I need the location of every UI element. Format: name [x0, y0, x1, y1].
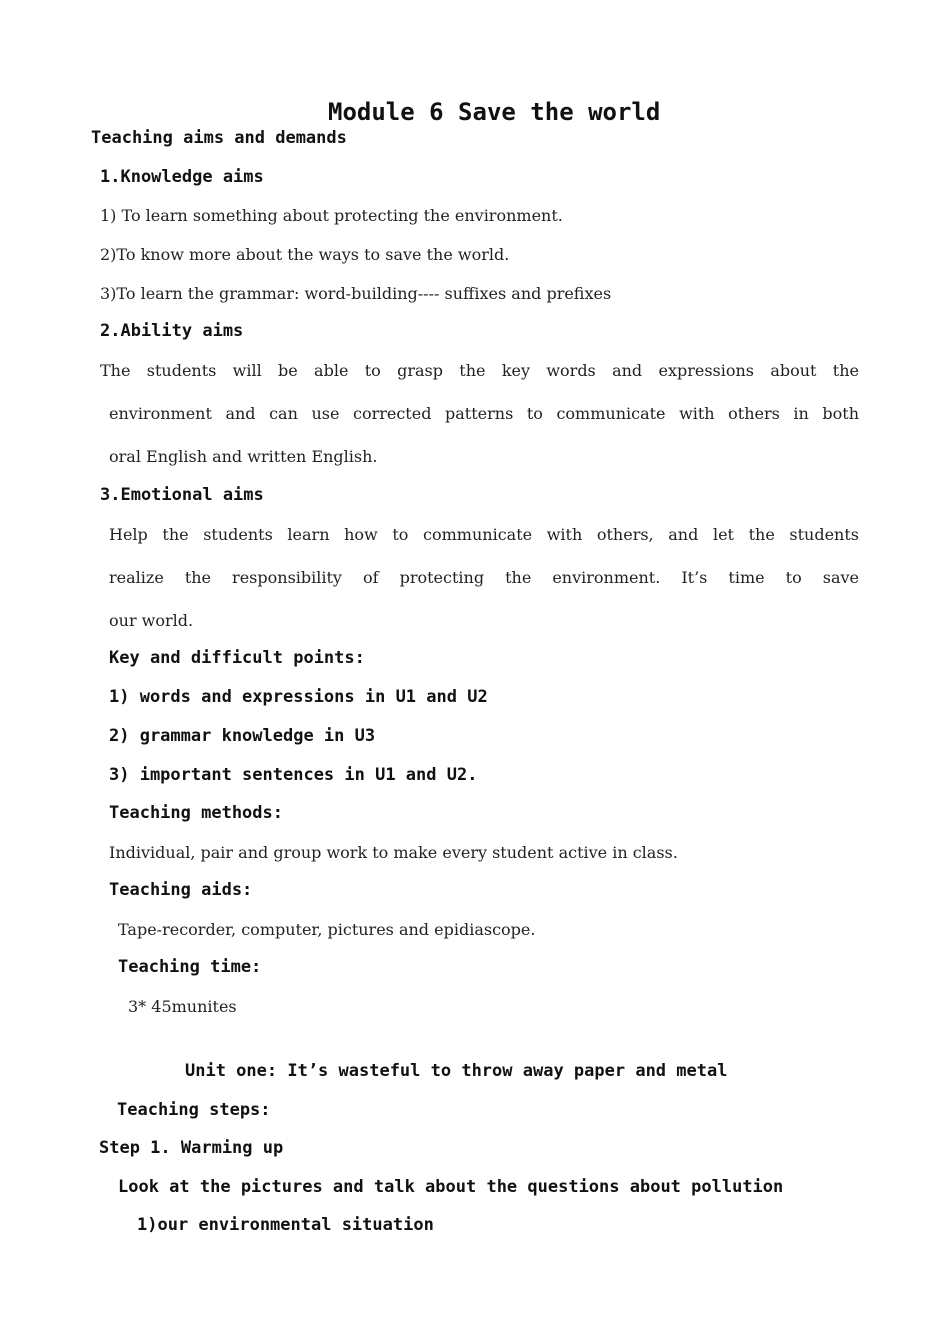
ability-aims-line: oral English and written English.	[109, 447, 378, 466]
ability-aims-line: The students will be able to grasp the key words and expressions about the	[100, 361, 859, 380]
emotional-aims-line: Help the students learn how to communicate with others, and let the students	[109, 525, 859, 544]
teaching-aids-heading: Teaching aids:	[109, 880, 253, 900]
key-point-item: 2) grammar knowledge in U3	[109, 726, 376, 746]
emotional-aims-heading: 3.Emotional aims	[100, 485, 264, 505]
teaching-aids-text: Tape-recorder, computer, pictures and epidiascope.	[118, 920, 536, 939]
page-title: Module 6 Save the world	[328, 98, 661, 126]
teaching-time-heading: Teaching time:	[118, 957, 262, 977]
unit-title: Unit one: It’s wasteful to throw away paper and metal	[185, 1061, 728, 1081]
emotional-aims-line: realize the responsibility of protecting the environment. It’s time to save	[109, 568, 859, 587]
key-points-heading: Key and difficult points:	[109, 648, 365, 668]
knowledge-aim-item: 3)To learn the grammar: word-building---- suffixes and prefixes	[100, 284, 612, 303]
emotional-aims-line: our world.	[109, 611, 194, 630]
knowledge-aim-item: 1) To learn something about protecting the environment.	[100, 206, 563, 225]
teaching-methods-heading: Teaching methods:	[109, 803, 283, 823]
step-1-text: Look at the pictures and talk about the questions about pollution	[118, 1177, 784, 1197]
ability-aims-line: environment and can use corrected patterns to communicate with others in both	[109, 404, 859, 423]
step-1-heading: Step 1. Warming up	[99, 1138, 284, 1158]
teaching-aims-heading: Teaching aims and demands	[91, 128, 347, 148]
key-point-item: 1) words and expressions in U1 and U2	[109, 687, 488, 707]
ability-aims-heading: 2.Ability aims	[100, 321, 244, 341]
step-1-subitem: 1)our environmental situation	[137, 1215, 434, 1235]
knowledge-aims-heading: 1.Knowledge aims	[100, 167, 264, 187]
teaching-methods-text: Individual, pair and group work to make every student active in class.	[109, 843, 678, 862]
teaching-time-text: 3* 45munites	[128, 997, 237, 1016]
teaching-steps-heading: Teaching steps:	[117, 1100, 271, 1120]
knowledge-aim-item: 2)To know more about the ways to save the world.	[100, 245, 510, 264]
key-point-item: 3) important sentences in U1 and U2.	[109, 765, 478, 785]
